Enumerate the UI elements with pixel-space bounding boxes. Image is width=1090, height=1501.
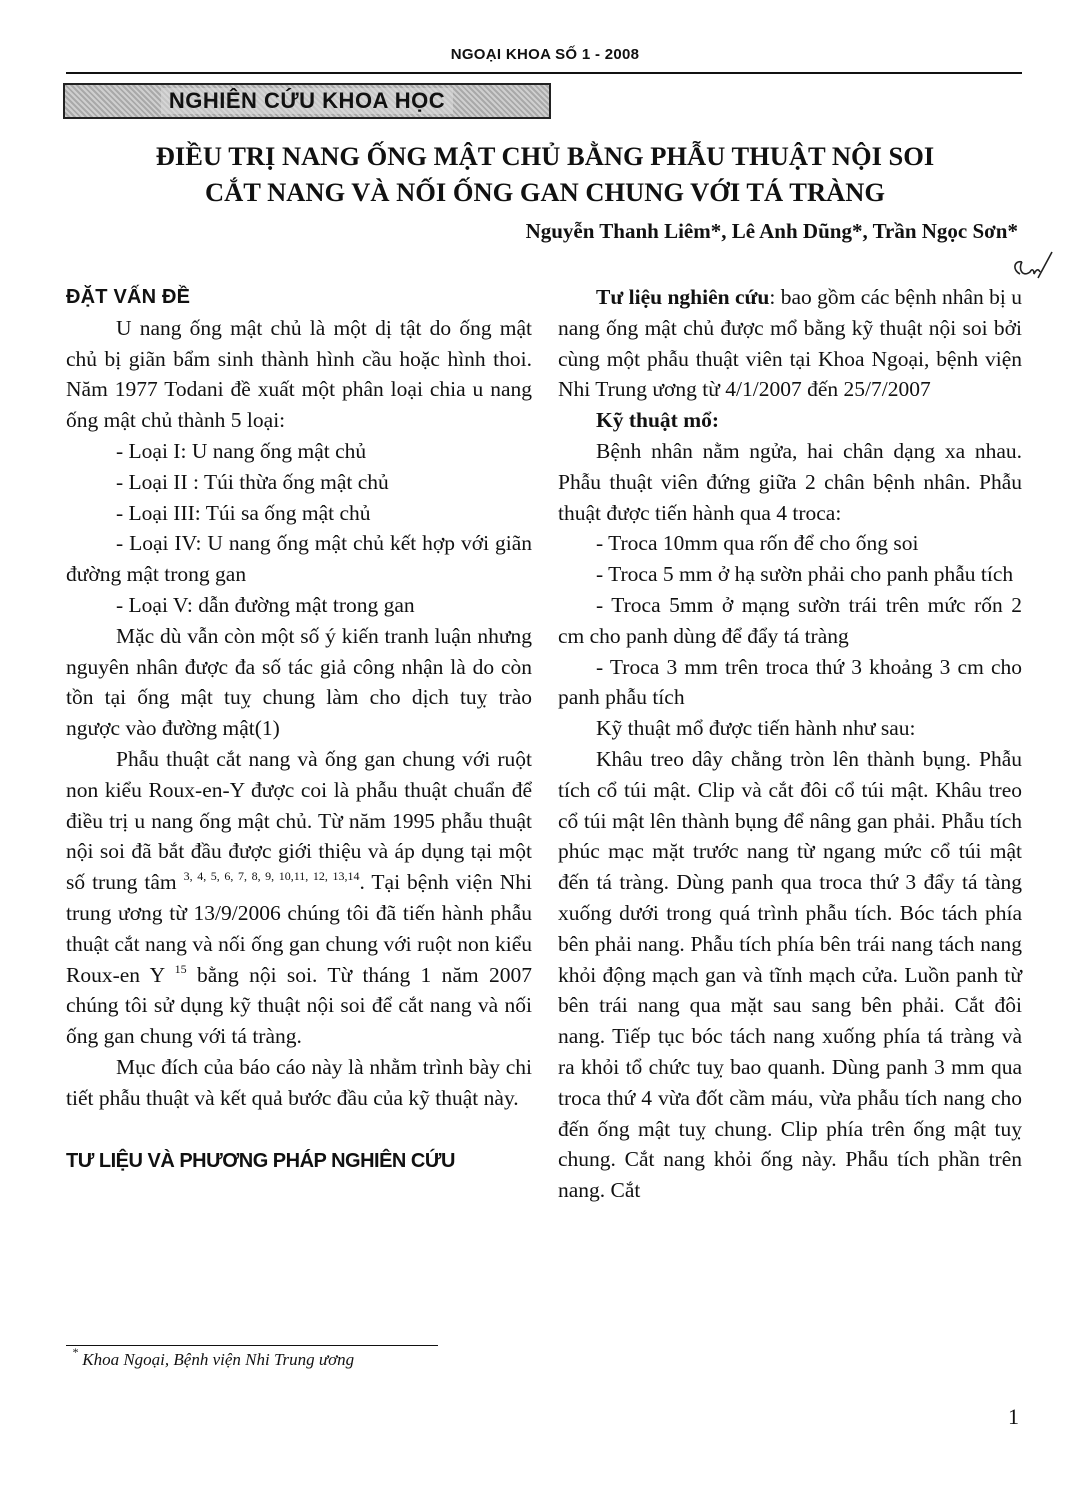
header-rule [66, 72, 1022, 74]
page-number: 1 [1008, 1404, 1019, 1429]
todani-type-5: - Loại V: dẫn đường mật trong gan [116, 592, 415, 617]
materials-text: : bao gồm các bệnh nhân bị u nang ống mật chủ được mổ bằng kỹ thuật nội soi bởi cùng một phẫu thuật viên tại Khoa Ngoại, bệnh viện Nhi Trung ương từ 4/1/2007 đến 25/7/2007 [558, 285, 1022, 402]
footnote-rule [66, 1345, 438, 1346]
title-line-1: ĐIỀU TRỊ NANG ỐNG MẬT CHỦ BẰNG PHẪU THUẬT NỘI SOI [155, 141, 935, 171]
trocar-1: - Troca 10mm qua rốn để cho ống soi [596, 531, 919, 556]
todani-type-4: - Loại IV: U nang ống mật chủ kết hợp với giãn đường mật trong gan [66, 531, 532, 587]
intro-p3-part-c: bằng nội soi. Từ tháng 1 năm 2007 chúng tôi sử dụng kỹ thuật nội soi để cắt nang và nối ống gan chung với tá tràng. [66, 962, 532, 1049]
citation-refs: 3, 4, 5, 6, 7, 8, 9, 10,11, 12, 13,14 [183, 869, 360, 884]
footnote-text: Khoa Ngoại, Bệnh viện Nhi Trung ương [82, 1350, 355, 1369]
citation-ref-15: 15 [174, 961, 187, 976]
right-column [558, 282, 1022, 1206]
footnote [72, 1345, 355, 1370]
intro-paragraph-2: Mặc dù vẫn còn một số ý kiến tranh luận nhưng nguyên nhân được đa số tác giả công nhận là do còn tồn tại ống mật tuỵ chung làm cho dịch tuỵ trào ngược vào đường mật(1) [66, 623, 532, 741]
title-line-2: CẮT NANG VÀ NỐI ỐNG GAN CHUNG VỚI TÁ TRÀNG [204, 177, 885, 207]
materials-label: Tư liệu nghiên cứu [596, 285, 770, 309]
todani-type-1: - Loại I: U nang ống mật chủ [116, 438, 367, 463]
intro-paragraph-3 [66, 744, 532, 1052]
section-banner [63, 83, 551, 119]
handwritten-signature [1008, 248, 1056, 286]
section-banner-label: NGHIÊN CỨU KHOA HỌC [161, 88, 453, 114]
todani-type-3: - Loại III: Túi sa ống mật chủ [116, 500, 371, 525]
trocar-3: - Troca 5mm ở mạng sườn trái trên mức rốn 2 cm cho panh dùng để đẩy tá tràng [558, 592, 1022, 648]
technique-label: Kỹ thuật mổ: [596, 408, 720, 433]
steps-intro: Kỹ thuật mổ được tiến hành như sau: [596, 716, 916, 741]
materials-paragraph [558, 282, 1022, 405]
article-title [0, 138, 1090, 210]
intro-paragraph-4: Mục đích của báo cáo này là nhằm trình bày chi tiết phẫu thuật và kết quả bước đầu của kỹ thuật này. [66, 1054, 532, 1110]
patient-position-paragraph: Bệnh nhân nằm ngửa, hai chân dạng xa nhau. Phẫu thuật viên đứng giữa 2 chân bệnh nhân. Phẫu thuật được tiến hành qua 4 troca: [558, 438, 1022, 525]
trocar-2: - Troca 5 mm ở hạ sườn phải cho panh phẫu tích [596, 562, 1014, 587]
methods-heading: TƯ LIỆU VÀ PHƯƠNG PHÁP NGHIÊN CỨU [66, 1149, 455, 1172]
intro-p3-part-b: . Tại bệnh viện Nhi trung ương từ 13/9/2006 chúng tôi đã tiến hành phẫu thuật cắt nang và nối ống gan chung với ruột non kiểu Roux-en Y [66, 870, 533, 987]
trocar-4: - Troca 3 mm trên troca thứ 3 khoảng 3 cm cho panh phẫu tích [558, 654, 1022, 710]
footnote-marker: * [72, 1345, 78, 1359]
technique-heading [558, 405, 1022, 436]
running-head: NGOẠI KHOA SỐ 1 - 2008 [450, 46, 640, 63]
todani-type-2: - Loại II : Túi thừa ống mật chủ [116, 469, 389, 494]
left-column [66, 282, 532, 1176]
intro-paragraph-1: U nang ống mật chủ là một dị tật do ống mật chủ bị giãn bẩm sinh thành hình cầu hoặc hình thoi. Năm 1977 Todani đề xuất một phân loại chia u nang ống mật chủ thành 5 loại: [66, 315, 532, 433]
intro-heading: ĐẶT VẤN ĐỀ [66, 286, 191, 308]
steps-paragraph: Khâu treo dây chằng tròn lên thành bụng. Phẫu tích cổ túi mật. Clip và cắt đôi cổ túi mật. Khâu treo cổ túi mật lên thành bụng để nâng gan phải. Phẫu tích phúc mạc mặt trước nang từ ngang mức cổ túi mật đến tá tràng. Dùng panh qua troca thứ 3 đẩy tá tàng xuống dưới trong quá trình phẫu tích. Bóc tách phía bên phải nang. Phẫu tích phía bên trái nang tách nang khỏi động mạch gan và tĩnh mạch cửa. Luồn panh từ bên trái nang qua mặt sau sang bên phải. Cắt đôi nang. Tiếp tục bóc tách nang xuống phía tá tràng và ra khỏi tổ chức tuỵ bao quanh. Dùng panh 3 mm qua troca thứ 4 vừa đốt cầm máu, vừa phẫu tích nang cho đến ống mật tuỵ chung. Clip phía trên ống mật tuỵ chung. Cắt nang khỏi ống này. Phẫu tích phần trên nang. Cắt [558, 746, 1022, 1203]
intro-p3-part-a: Phẫu thuật cắt nang và ống gan chung với ruột non kiểu Roux-en-Y được coi là phẫu thuật chuẩn để điều trị u nang ống mật chủ. Từ năm 1995 phẫu thuật nội soi đã bắt đầu được giới thiệu và áp dụng tại một số trung tâm [66, 746, 532, 895]
authors: Nguyễn Thanh Liêm*, Lê Anh Dũng*, Trần Ngọc Sơn* [525, 219, 1018, 243]
